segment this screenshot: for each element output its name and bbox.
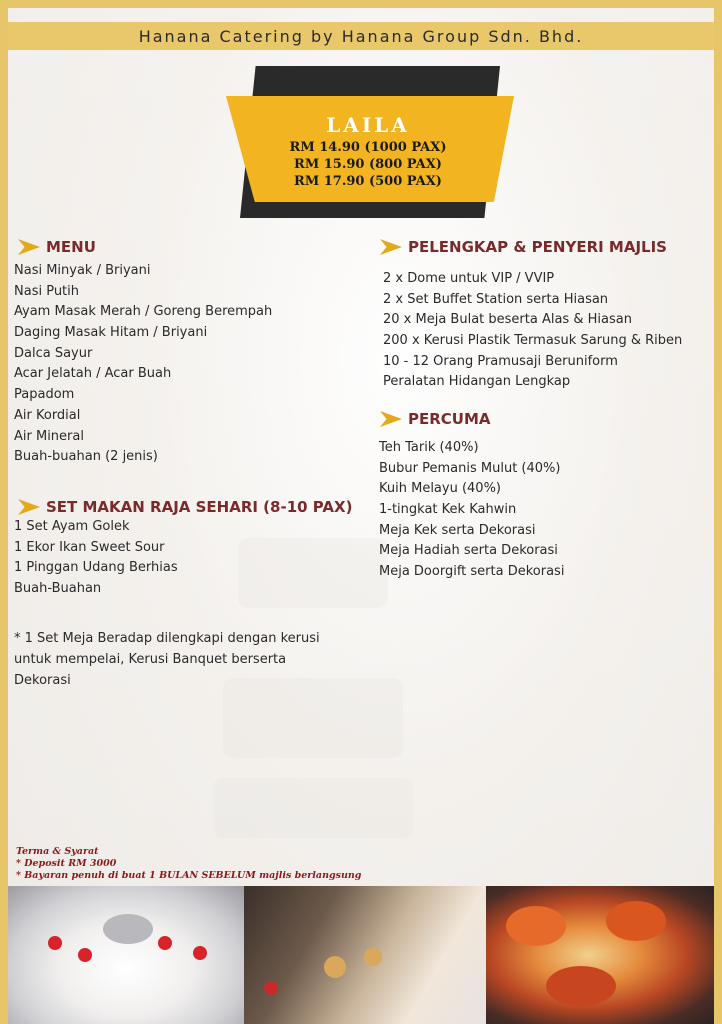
list-item: 2 x Dome untuk VIP / VVIP <box>383 271 555 286</box>
list-item: Buah-Buahan <box>14 581 102 597</box>
list-item: Acar Jelatah / Acar Buah <box>14 366 172 382</box>
list-item: Air Kordial <box>14 407 81 423</box>
price-500-pax: RM 17.90 (500 PAX) <box>294 174 442 189</box>
set-raja-title: SET MAKAN RAJA SEHARI (8-10 PAX) <box>46 498 353 516</box>
list-item: Air Mineral <box>14 428 84 444</box>
list-item: 10 - 12 Orang Pramusaji Beruniform <box>383 353 618 369</box>
price-banner-text <box>258 113 478 190</box>
list-item: 20 x Meja Bulat beserta Alas & Hiasan <box>383 312 632 328</box>
set-raja-list <box>14 517 178 600</box>
list-item: 2 x Set Buffet Station serta Hiasan <box>383 291 609 307</box>
list-item: 1 Pinggan Udang Berhias <box>14 560 178 576</box>
list-item: Papadom <box>14 387 75 403</box>
pelengkap-heading <box>380 238 667 256</box>
company-name: Hanana Catering by Hanana Group Sdn. Bhd. <box>138 26 584 46</box>
list-item: Buah-buahan (2 jenis) <box>14 449 158 465</box>
list-item: Ayam Masak Merah / Goreng Berempah <box>14 304 273 320</box>
percuma-title: PERCUMA <box>408 410 491 428</box>
buffet-hall-photo <box>244 886 486 1024</box>
list-item: Nasi Minyak / Briyani <box>14 263 151 278</box>
seafood-dishes-photo <box>486 886 714 1024</box>
list-item: 1 Set Ayam Golek <box>14 519 130 534</box>
menu-heading <box>18 238 96 256</box>
list-item: Peralatan Hidangan Lengkap <box>383 374 571 390</box>
menu-title: MENU <box>46 238 96 256</box>
list-item: Meja Hadiah serta Dekorasi <box>379 543 558 559</box>
banquet-table-photo <box>8 886 244 1024</box>
menu-list <box>14 261 272 468</box>
list-item: 1-tingkat Kek Kahwin <box>379 502 517 518</box>
pelengkap-list <box>383 269 682 393</box>
set-raja-heading <box>18 498 352 516</box>
percuma-list <box>379 438 564 583</box>
list-item: Kuih Melayu (40%) <box>379 481 501 497</box>
list-item: Nasi Putih <box>14 283 80 299</box>
price-800-pax: RM 15.90 (800 PAX) <box>294 157 442 172</box>
list-item: Daging Masak Hitam / Briyani <box>14 325 208 341</box>
list-item: Dalca Sayur <box>14 345 93 361</box>
list-item: Teh Tarik (40%) <box>379 440 479 455</box>
list-item: Meja Doorgift serta Dekorasi <box>379 564 565 580</box>
package-name: LAILA <box>326 113 410 137</box>
photo-strip <box>8 886 714 1024</box>
list-item: 200 x Kerusi Plastik Termasuk Sarung & Riben <box>383 333 683 349</box>
pelengkap-title: PELENGKAP & PENYERI MAJLIS <box>408 238 667 256</box>
terms-block <box>16 846 361 882</box>
terms-line: * Bayaran penuh di buat 1 BULAN SEBELUM majlis berlangsung <box>16 870 362 881</box>
arrow-icon <box>380 411 402 427</box>
list-item: Meja Kek serta Dekorasi <box>379 522 536 538</box>
percuma-heading <box>380 410 491 428</box>
terms-title: Terma & Syarat <box>16 846 99 857</box>
set-raja-note: * 1 Set Meja Beradap dilengkapi dengan kerusi untuk mempelai, Kerusi Banquet berserta Dekorasi <box>14 631 320 688</box>
list-item: Bubur Pemanis Mulut (40%) <box>379 460 561 476</box>
header-bar <box>8 22 714 50</box>
terms-line: * Deposit RM 3000 <box>16 858 117 869</box>
arrow-icon <box>18 499 40 515</box>
arrow-icon <box>380 239 402 255</box>
list-item: 1 Ekor Ikan Sweet Sour <box>14 539 165 555</box>
arrow-icon <box>18 239 40 255</box>
price-1000-pax: RM 14.90 (1000 PAX) <box>289 140 447 155</box>
